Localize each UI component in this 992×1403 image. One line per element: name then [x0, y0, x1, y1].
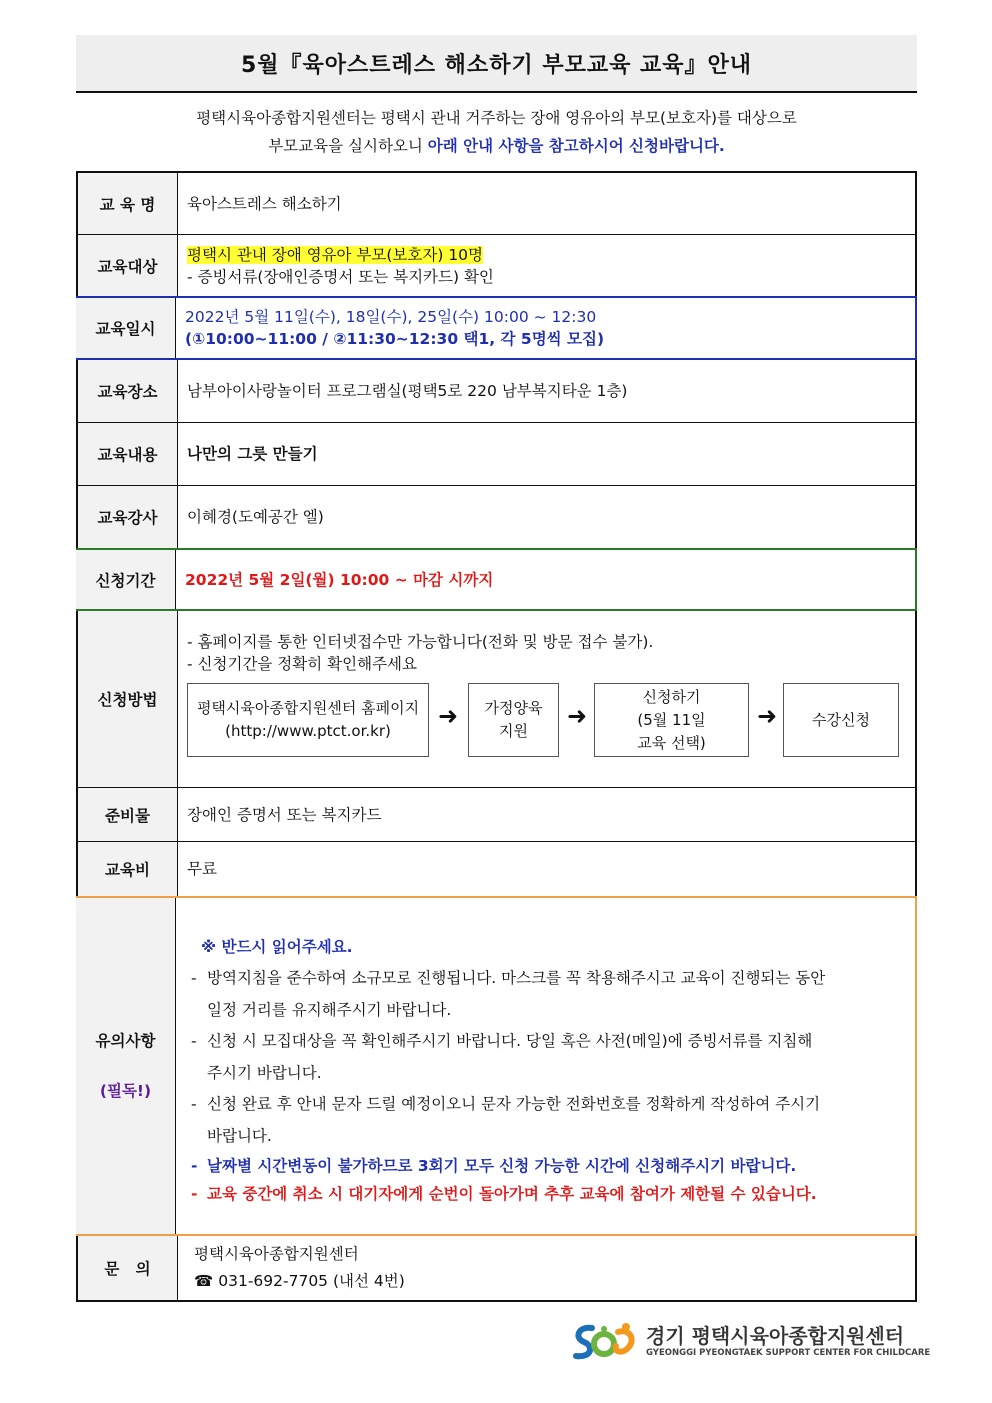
target-proof: - 증빙서류(장애인증명서 또는 복지카드) 확인	[187, 268, 494, 286]
method-line-1: - 홈페이지를 통한 인터넷접수만 가능합니다(전화 및 방문 접수 불가).	[187, 633, 654, 651]
row-label: 신청기간	[76, 550, 175, 609]
row-label: 준비물	[78, 788, 177, 841]
arrow-right-icon: ➜	[567, 702, 588, 730]
flow-step-apply: 신청하기 (5월 11일 교육 선택)	[594, 683, 749, 757]
flow-step-homepage: 평택시육아종합지원센터 홈페이지 (http://www.ptct.or.kr)	[187, 683, 429, 757]
row-value: 무료	[187, 860, 217, 878]
date-line-1: 2022년 5월 11일(수), 18일(수), 25일(수) 10:00 ~ 12:30	[185, 308, 597, 326]
row-label: 교육일시	[76, 298, 175, 358]
method-line-2: - 신청기간을 정확히 확인해주세요	[187, 655, 417, 673]
intro-text	[76, 104, 917, 160]
date-line-2: (①10:00~11:00 / ②11:30~12:30 택1, 각 5명씩 모집)	[185, 330, 605, 348]
note-item-red: - 교육 중간에 취소 시 대기자에게 순번이 돌아가며 추후 교육에 참여가 제한될 수 있습니다.	[191, 1185, 817, 1204]
row-fee	[76, 842, 917, 896]
row-value: 나만의 그릇 만들기	[187, 445, 318, 463]
note-item-cont: 일정 거리를 유지해주시기 바랍니다.	[207, 1000, 452, 1019]
row-value: 남부아이사랑놀이터 프로그램실(평택5로 220 남부복지타운 1층)	[187, 382, 628, 400]
contact-phone: ☎ 031-692-7705 (내선 4번)	[194, 1272, 405, 1290]
application-flow	[187, 683, 915, 759]
row-label: 교육대상	[78, 235, 177, 297]
center-logo	[570, 1320, 931, 1364]
row-contact	[76, 1236, 917, 1302]
center-name: 경기 평택시육아종합지원센터	[646, 1324, 905, 1348]
row-label: 문 의	[78, 1236, 177, 1300]
note-item: - 신청 완료 후 안내 문자 드릴 예정이오니 문자 가능한 전화번호를 정확하게 작성하여 주시기	[191, 1095, 821, 1114]
row-label: 교육강사	[78, 486, 177, 548]
intro-line-1: 평택시육아종합지원센터는 평택시 관내 거주하는 장애 영유아의 부모(보호자)를 대상으로	[196, 109, 797, 127]
notes-heading: ※ 반드시 읽어주세요.	[201, 937, 353, 956]
center-english-name: GYEONGGI PYEONGTAEK SUPPORT CENTER FOR CHILDCARE	[646, 1348, 931, 1358]
arrow-right-icon: ➜	[438, 702, 459, 730]
row-materials	[76, 788, 917, 842]
center-logo-icon	[570, 1320, 640, 1364]
must-read-label: (필독!)	[99, 1082, 152, 1100]
row-name	[76, 171, 917, 235]
row-method	[76, 611, 917, 788]
flow-step-home-care: 가정양육 지원	[468, 683, 559, 757]
flow-step-register: 수강신청	[783, 683, 899, 757]
row-label: 교육비	[78, 842, 177, 896]
note-item-blue: - 날짜별 시간변동이 불가하므로 3회기 모두 신청 가능한 시간에 신청해주시기 바랍니다.	[191, 1157, 797, 1176]
row-content	[76, 423, 917, 486]
row-value: 이혜경(도예공간 엘)	[187, 508, 324, 526]
notes-list	[185, 932, 915, 1209]
period-value: 2022년 5월 2일(월) 10:00 ~ 마감 시까지	[185, 570, 494, 589]
row-notes	[76, 896, 917, 1236]
row-label: 교육내용	[78, 423, 177, 485]
row-target	[76, 234, 917, 297]
note-item: - 방역지침을 준수하여 소규모로 진행됩니다. 마스크를 꼭 착용해주시고 교육이 진행되는 동안	[191, 969, 826, 988]
row-place	[76, 360, 917, 423]
target-highlight: 평택시 관내 장애 영유아 부모(보호자) 10명	[187, 246, 484, 264]
row-label: 교 육 명	[78, 173, 177, 235]
note-item-cont: 바랍니다.	[207, 1126, 272, 1145]
intro-line-2: 부모교육을 실시하오니 아래 안내 사항을 참고하시어 신청바랍니다.	[268, 137, 725, 155]
contact-org: 평택시육아종합지원센터	[194, 1245, 359, 1263]
row-date	[76, 296, 917, 360]
row-label: 신청방법	[78, 611, 177, 787]
row-value: 육아스트레스 해소하기	[187, 195, 342, 213]
row-instructor	[76, 486, 917, 548]
note-item: - 신청 시 모집대상을 꼭 확인해주시기 바랍니다. 당일 혹은 사전(메일)에 증빙서류를 지침해	[191, 1032, 813, 1051]
row-value: 장애인 증명서 또는 복지카드	[187, 805, 382, 824]
notes-label: 유의사항 (필독!)	[76, 898, 175, 1234]
row-period	[76, 548, 917, 611]
page-title: 5월『육아스트레스 해소하기 부모교육 교육』안내	[76, 35, 917, 93]
arrow-right-icon: ➜	[757, 702, 778, 730]
row-label: 교육장소	[78, 360, 177, 422]
note-item-cont: 주시기 바랍니다.	[207, 1063, 322, 1082]
intro-highlight: 아래 안내 사항을 참고하시어 신청바랍니다.	[427, 137, 725, 155]
